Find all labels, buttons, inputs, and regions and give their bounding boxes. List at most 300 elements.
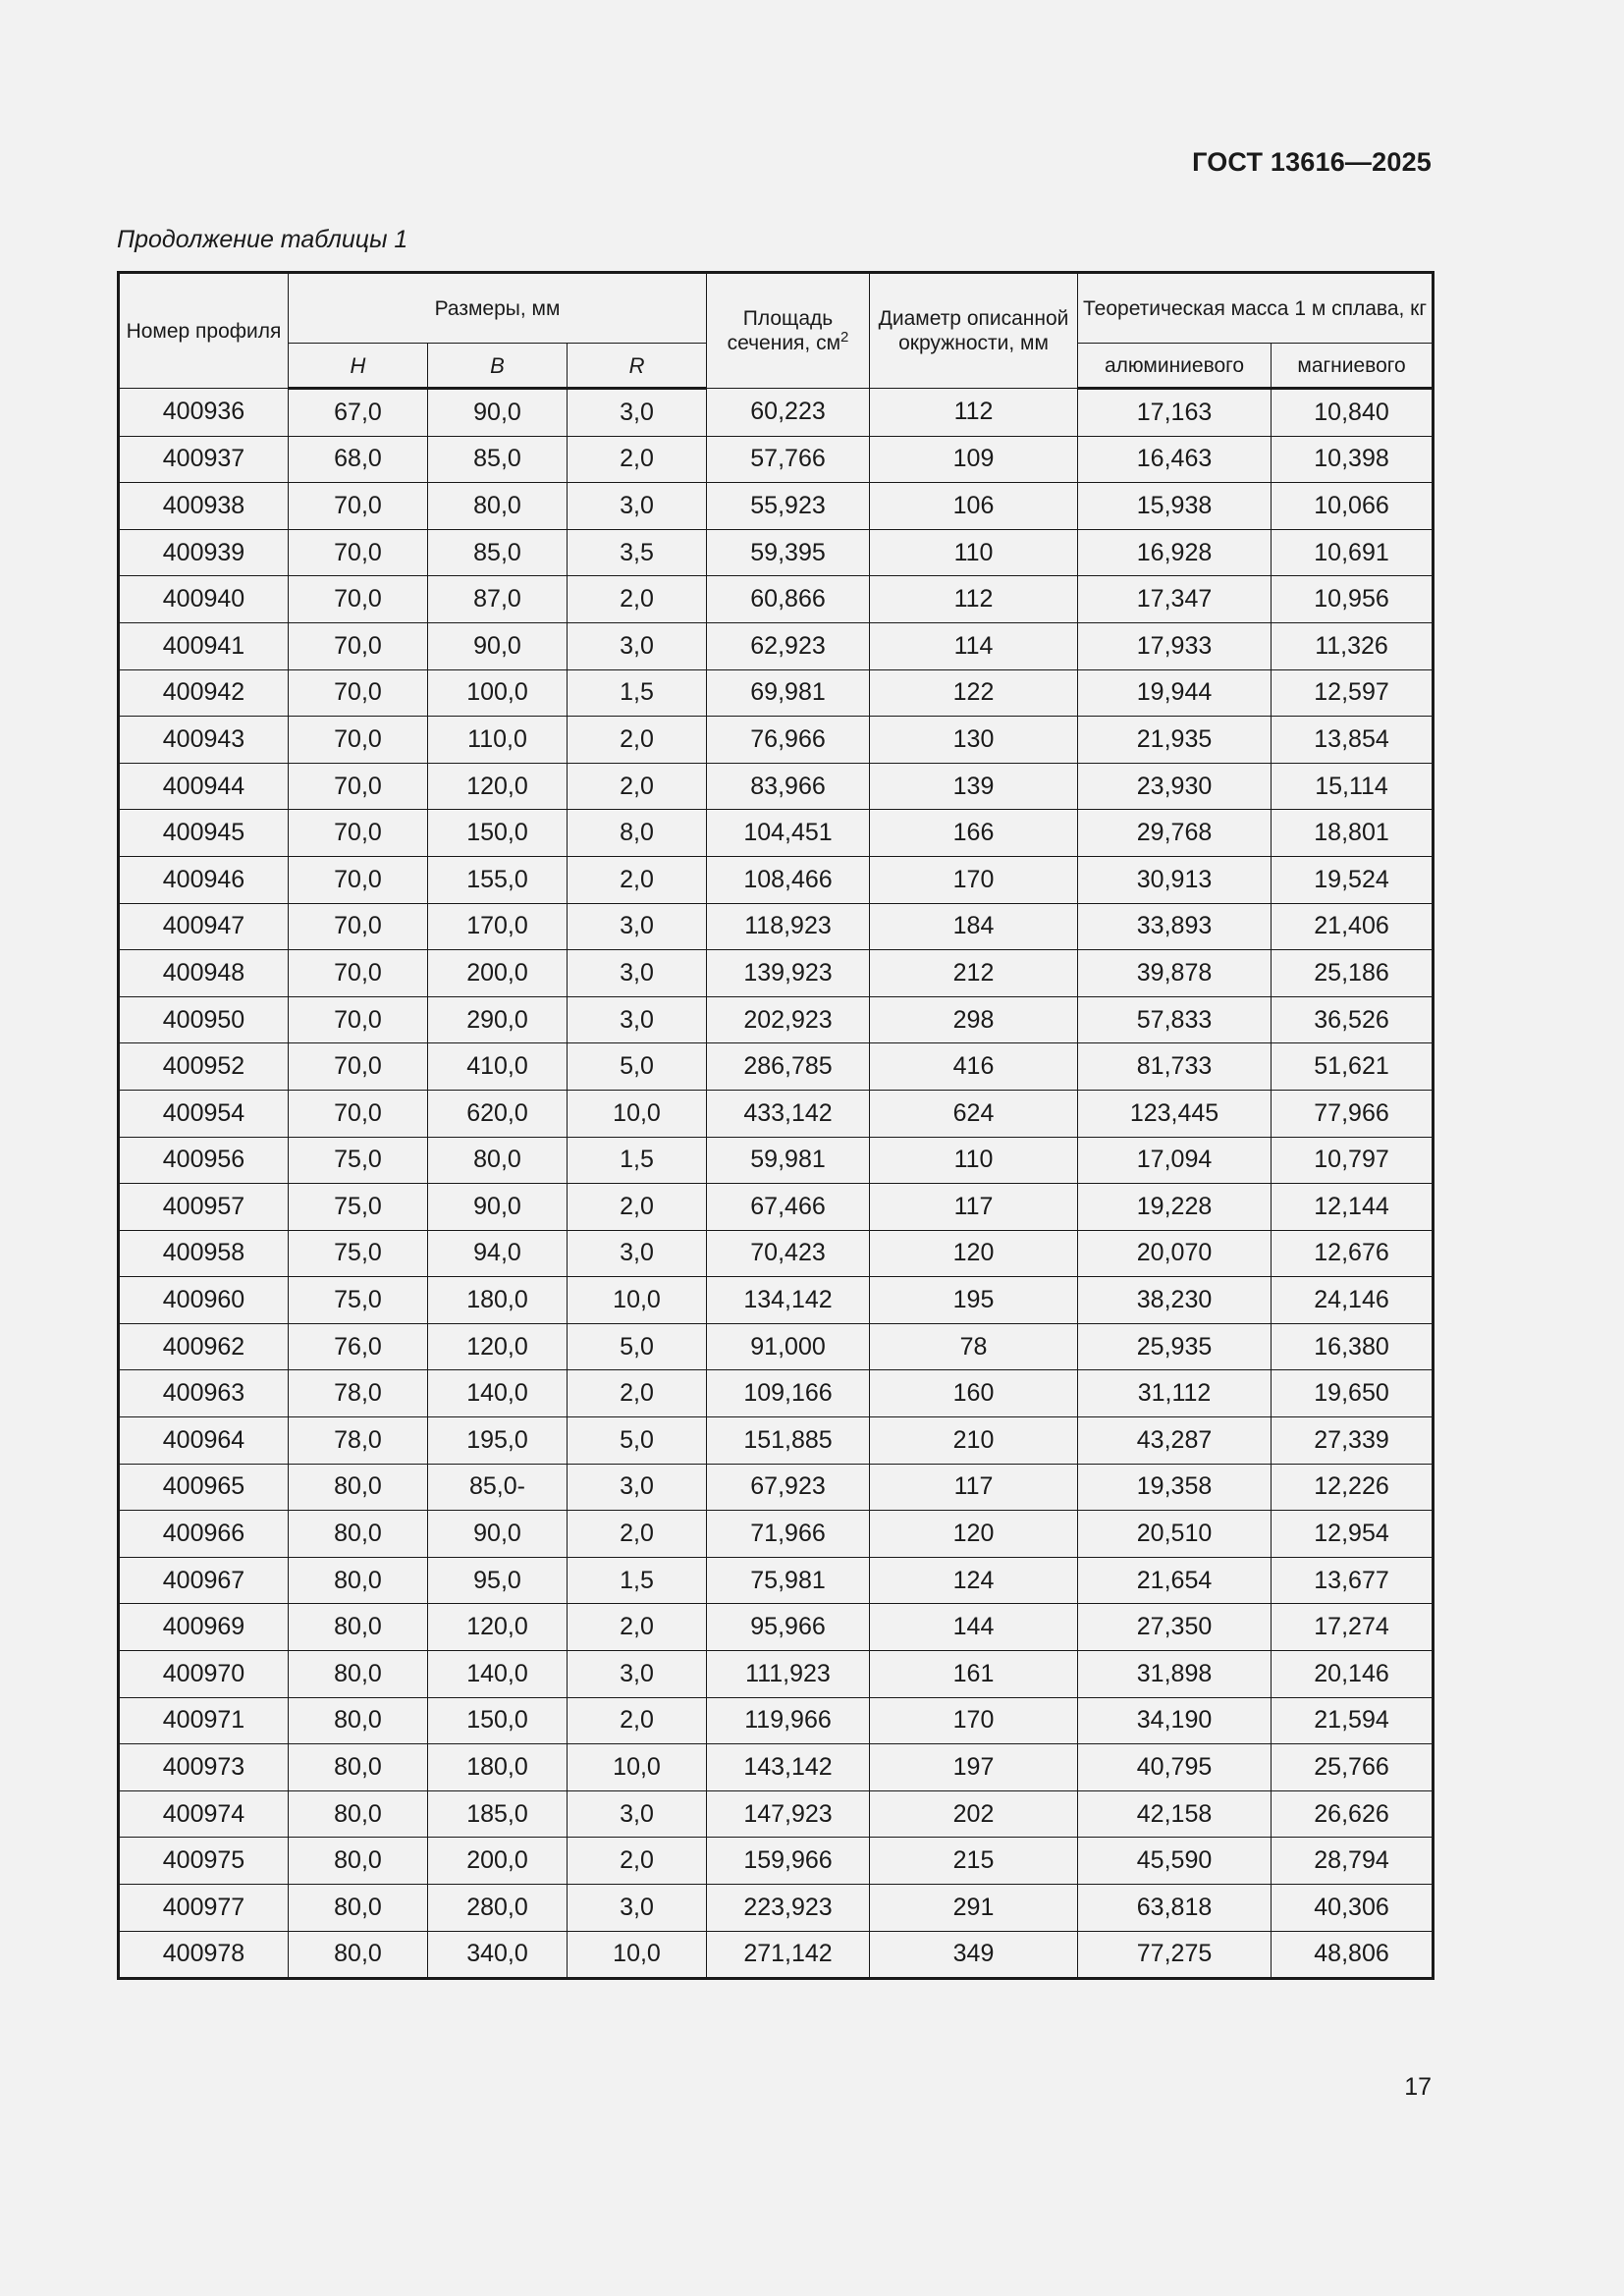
h-cell: 80,0 (289, 1790, 428, 1838)
diameter-cell: 215 (870, 1838, 1078, 1885)
aluminum-mass-cell: 27,350 (1078, 1604, 1272, 1651)
profile-number-cell: 400962 (119, 1323, 289, 1370)
r-cell: 2,0 (568, 717, 707, 764)
b-cell: 185,0 (428, 1790, 568, 1838)
area-cell: 67,466 (707, 1184, 870, 1231)
area-cell: 119,966 (707, 1697, 870, 1744)
r-cell: 2,0 (568, 1511, 707, 1558)
table-row (119, 1838, 1434, 1885)
b-cell: 80,0 (428, 483, 568, 530)
profile-number-cell: 400971 (119, 1697, 289, 1744)
magnesium-mass-cell: 10,066 (1272, 483, 1434, 530)
aluminum-mass-cell: 39,878 (1078, 950, 1272, 997)
magnesium-mass-cell: 25,766 (1272, 1744, 1434, 1791)
diameter-cell: 114 (870, 622, 1078, 669)
magnesium-mass-cell: 13,677 (1272, 1557, 1434, 1604)
b-cell: 155,0 (428, 856, 568, 903)
aluminum-mass-cell: 25,935 (1078, 1323, 1272, 1370)
b-cell: 90,0 (428, 1184, 568, 1231)
area-cell: 76,966 (707, 717, 870, 764)
r-cell: 8,0 (568, 810, 707, 857)
area-cell: 134,142 (707, 1277, 870, 1324)
area-cell: 109,166 (707, 1370, 870, 1417)
diameter-cell: 106 (870, 483, 1078, 530)
area-cell: 111,923 (707, 1651, 870, 1698)
h-cell: 80,0 (289, 1511, 428, 1558)
profile-number-cell: 400966 (119, 1511, 289, 1558)
aluminum-mass-cell: 42,158 (1078, 1790, 1272, 1838)
area-cell: 75,981 (707, 1557, 870, 1604)
aluminum-mass-cell: 33,893 (1078, 903, 1272, 950)
profile-number-cell: 400954 (119, 1090, 289, 1137)
r-cell: 5,0 (568, 1043, 707, 1091)
magnesium-mass-cell: 15,114 (1272, 763, 1434, 810)
b-cell: 140,0 (428, 1651, 568, 1698)
table-row (119, 950, 1434, 997)
header-area-superscript: 2 (840, 329, 849, 346)
area-cell: 139,923 (707, 950, 870, 997)
r-cell: 2,0 (568, 856, 707, 903)
magnesium-mass-cell: 25,186 (1272, 950, 1434, 997)
diameter-cell: 197 (870, 1744, 1078, 1791)
table-row (119, 1184, 1434, 1231)
diameter-cell: 120 (870, 1511, 1078, 1558)
area-cell: 223,923 (707, 1885, 870, 1932)
r-cell: 3,0 (568, 1651, 707, 1698)
area-cell: 60,223 (707, 389, 870, 437)
aluminum-mass-cell: 17,094 (1078, 1137, 1272, 1184)
b-cell: 85,0 (428, 529, 568, 576)
diameter-cell: 117 (870, 1184, 1078, 1231)
b-cell: 100,0 (428, 669, 568, 717)
table-header (119, 273, 1434, 389)
diameter-cell: 112 (870, 389, 1078, 437)
profile-number-cell: 400963 (119, 1370, 289, 1417)
profile-number-cell: 400936 (119, 389, 289, 437)
aluminum-mass-cell: 19,358 (1078, 1464, 1272, 1511)
r-cell: 3,0 (568, 1230, 707, 1277)
diameter-cell: 195 (870, 1277, 1078, 1324)
table-row (119, 1370, 1434, 1417)
profile-number-cell: 400973 (119, 1744, 289, 1791)
area-cell: 71,966 (707, 1511, 870, 1558)
h-cell: 70,0 (289, 1043, 428, 1091)
magnesium-mass-cell: 13,854 (1272, 717, 1434, 764)
aluminum-mass-cell: 20,510 (1078, 1511, 1272, 1558)
h-cell: 75,0 (289, 1277, 428, 1324)
b-cell: 85,0- (428, 1464, 568, 1511)
area-cell: 62,923 (707, 622, 870, 669)
diameter-cell: 78 (870, 1323, 1078, 1370)
h-cell: 80,0 (289, 1464, 428, 1511)
area-cell: 286,785 (707, 1043, 870, 1091)
profile-number-cell: 400952 (119, 1043, 289, 1091)
r-cell: 2,0 (568, 1838, 707, 1885)
aluminum-mass-cell: 77,275 (1078, 1931, 1272, 1979)
b-cell: 120,0 (428, 1604, 568, 1651)
diameter-cell: 212 (870, 950, 1078, 997)
h-cell: 80,0 (289, 1838, 428, 1885)
table-row (119, 576, 1434, 623)
b-cell: 90,0 (428, 1511, 568, 1558)
diameter-cell: 202 (870, 1790, 1078, 1838)
h-cell: 76,0 (289, 1323, 428, 1370)
r-cell: 2,0 (568, 436, 707, 483)
r-cell: 3,0 (568, 389, 707, 437)
table-row (119, 1043, 1434, 1091)
table-row (119, 1790, 1434, 1838)
magnesium-mass-cell: 28,794 (1272, 1838, 1434, 1885)
profile-number-cell: 400942 (119, 669, 289, 717)
magnesium-mass-cell: 10,797 (1272, 1137, 1434, 1184)
aluminum-mass-cell: 30,913 (1078, 856, 1272, 903)
b-cell: 200,0 (428, 1838, 568, 1885)
h-cell: 68,0 (289, 436, 428, 483)
header-area (707, 273, 870, 389)
magnesium-mass-cell: 18,801 (1272, 810, 1434, 857)
aluminum-mass-cell: 81,733 (1078, 1043, 1272, 1091)
b-cell: 95,0 (428, 1557, 568, 1604)
aluminum-mass-cell: 16,928 (1078, 529, 1272, 576)
h-cell: 80,0 (289, 1557, 428, 1604)
magnesium-mass-cell: 12,144 (1272, 1184, 1434, 1231)
area-cell: 143,142 (707, 1744, 870, 1791)
table-row (119, 1557, 1434, 1604)
table-row (119, 1744, 1434, 1791)
table-row (119, 856, 1434, 903)
diameter-cell: 160 (870, 1370, 1078, 1417)
r-cell: 10,0 (568, 1744, 707, 1791)
header-r: R (568, 344, 707, 389)
profile-number-cell: 400965 (119, 1464, 289, 1511)
h-cell: 70,0 (289, 903, 428, 950)
profile-number-cell: 400967 (119, 1557, 289, 1604)
diameter-cell: 117 (870, 1464, 1078, 1511)
profile-number-cell: 400945 (119, 810, 289, 857)
magnesium-mass-cell: 12,954 (1272, 1511, 1434, 1558)
r-cell: 2,0 (568, 1184, 707, 1231)
area-cell: 95,966 (707, 1604, 870, 1651)
diameter-cell: 144 (870, 1604, 1078, 1651)
diameter-cell: 110 (870, 1137, 1078, 1184)
header-magnesium: магниевого (1272, 344, 1434, 389)
profile-number-cell: 400947 (119, 903, 289, 950)
header-h: H (289, 344, 428, 389)
area-cell: 159,966 (707, 1838, 870, 1885)
area-cell: 59,981 (707, 1137, 870, 1184)
magnesium-mass-cell: 17,274 (1272, 1604, 1434, 1651)
page-number: 17 (1404, 2073, 1432, 2101)
profile-number-cell: 400970 (119, 1651, 289, 1698)
h-cell: 78,0 (289, 1370, 428, 1417)
r-cell: 3,5 (568, 529, 707, 576)
r-cell: 3,0 (568, 996, 707, 1043)
magnesium-mass-cell: 10,691 (1272, 529, 1434, 576)
r-cell: 5,0 (568, 1417, 707, 1465)
diameter-cell: 298 (870, 996, 1078, 1043)
r-cell: 10,0 (568, 1277, 707, 1324)
magnesium-mass-cell: 12,676 (1272, 1230, 1434, 1277)
profile-table (117, 271, 1435, 1980)
aluminum-mass-cell: 17,933 (1078, 622, 1272, 669)
magnesium-mass-cell: 40,306 (1272, 1885, 1434, 1932)
aluminum-mass-cell: 43,287 (1078, 1417, 1272, 1465)
aluminum-mass-cell: 20,070 (1078, 1230, 1272, 1277)
area-cell: 57,766 (707, 436, 870, 483)
b-cell: 150,0 (428, 810, 568, 857)
r-cell: 3,0 (568, 1790, 707, 1838)
r-cell: 3,0 (568, 950, 707, 997)
magnesium-mass-cell: 12,597 (1272, 669, 1434, 717)
magnesium-mass-cell: 48,806 (1272, 1931, 1434, 1979)
magnesium-mass-cell: 20,146 (1272, 1651, 1434, 1698)
b-cell: 120,0 (428, 1323, 568, 1370)
r-cell: 2,0 (568, 1370, 707, 1417)
magnesium-mass-cell: 12,226 (1272, 1464, 1434, 1511)
h-cell: 70,0 (289, 856, 428, 903)
table-row (119, 903, 1434, 950)
h-cell: 78,0 (289, 1417, 428, 1465)
area-cell: 271,142 (707, 1931, 870, 1979)
header-aluminum: алюминиевого (1078, 344, 1272, 389)
diameter-cell: 161 (870, 1651, 1078, 1698)
diameter-cell: 291 (870, 1885, 1078, 1932)
diameter-cell: 170 (870, 1697, 1078, 1744)
area-cell: 433,142 (707, 1090, 870, 1137)
profile-number-cell: 400974 (119, 1790, 289, 1838)
b-cell: 280,0 (428, 1885, 568, 1932)
r-cell: 3,0 (568, 903, 707, 950)
aluminum-mass-cell: 45,590 (1078, 1838, 1272, 1885)
header-diameter: Диаметр описанной окружности, мм (870, 273, 1078, 389)
b-cell: 140,0 (428, 1370, 568, 1417)
table-row (119, 1417, 1434, 1465)
magnesium-mass-cell: 11,326 (1272, 622, 1434, 669)
h-cell: 80,0 (289, 1651, 428, 1698)
r-cell: 10,0 (568, 1090, 707, 1137)
r-cell: 10,0 (568, 1931, 707, 1979)
table-body (119, 389, 1434, 1979)
h-cell: 67,0 (289, 389, 428, 437)
diameter-cell: 110 (870, 529, 1078, 576)
diameter-cell: 170 (870, 856, 1078, 903)
r-cell: 3,0 (568, 483, 707, 530)
r-cell: 3,0 (568, 622, 707, 669)
diameter-cell: 624 (870, 1090, 1078, 1137)
h-cell: 70,0 (289, 1090, 428, 1137)
r-cell: 2,0 (568, 763, 707, 810)
aluminum-mass-cell: 40,795 (1078, 1744, 1272, 1791)
b-cell: 80,0 (428, 1137, 568, 1184)
b-cell: 620,0 (428, 1090, 568, 1137)
profile-number-cell: 400948 (119, 950, 289, 997)
document-code: ГОСТ 13616—2025 (1192, 147, 1432, 177)
magnesium-mass-cell: 26,626 (1272, 1790, 1434, 1838)
header-area-text: Площадь сечения, см (727, 307, 841, 354)
magnesium-mass-cell: 16,380 (1272, 1323, 1434, 1370)
aluminum-mass-cell: 21,935 (1078, 717, 1272, 764)
header-theoretical-mass: Теоретическая масса 1 м сплава, кг (1078, 273, 1434, 344)
h-cell: 70,0 (289, 996, 428, 1043)
profile-number-cell: 400964 (119, 1417, 289, 1465)
h-cell: 75,0 (289, 1137, 428, 1184)
area-cell: 70,423 (707, 1230, 870, 1277)
header-dimensions: Размеры, мм (289, 273, 707, 344)
profile-number-cell: 400977 (119, 1885, 289, 1932)
area-cell: 91,000 (707, 1323, 870, 1370)
aluminum-mass-cell: 15,938 (1078, 483, 1272, 530)
magnesium-mass-cell: 19,650 (1272, 1370, 1434, 1417)
aluminum-mass-cell: 63,818 (1078, 1885, 1272, 1932)
table-row (119, 529, 1434, 576)
diameter-cell: 120 (870, 1230, 1078, 1277)
aluminum-mass-cell: 29,768 (1078, 810, 1272, 857)
table-row (119, 1511, 1434, 1558)
profile-number-cell: 400950 (119, 996, 289, 1043)
h-cell: 75,0 (289, 1230, 428, 1277)
diameter-cell: 210 (870, 1417, 1078, 1465)
h-cell: 80,0 (289, 1604, 428, 1651)
r-cell: 1,5 (568, 669, 707, 717)
profile-number-cell: 400956 (119, 1137, 289, 1184)
h-cell: 80,0 (289, 1885, 428, 1932)
aluminum-mass-cell: 17,347 (1078, 576, 1272, 623)
profile-number-cell: 400975 (119, 1838, 289, 1885)
area-cell: 108,466 (707, 856, 870, 903)
magnesium-mass-cell: 10,398 (1272, 436, 1434, 483)
magnesium-mass-cell: 27,339 (1272, 1417, 1434, 1465)
h-cell: 70,0 (289, 950, 428, 997)
b-cell: 85,0 (428, 436, 568, 483)
b-cell: 150,0 (428, 1697, 568, 1744)
magnesium-mass-cell: 10,956 (1272, 576, 1434, 623)
table-row (119, 1697, 1434, 1744)
area-cell: 151,885 (707, 1417, 870, 1465)
b-cell: 120,0 (428, 763, 568, 810)
h-cell: 75,0 (289, 1184, 428, 1231)
table-row (119, 717, 1434, 764)
table-row (119, 1323, 1434, 1370)
aluminum-mass-cell: 17,163 (1078, 389, 1272, 437)
h-cell: 70,0 (289, 483, 428, 530)
diameter-cell: 349 (870, 1931, 1078, 1979)
h-cell: 70,0 (289, 669, 428, 717)
profile-number-cell: 400943 (119, 717, 289, 764)
r-cell: 3,0 (568, 1885, 707, 1932)
profile-number-cell: 400958 (119, 1230, 289, 1277)
table-row (119, 1604, 1434, 1651)
b-cell: 87,0 (428, 576, 568, 623)
table-row (119, 1651, 1434, 1698)
magnesium-mass-cell: 21,594 (1272, 1697, 1434, 1744)
area-cell: 202,923 (707, 996, 870, 1043)
table-row (119, 1885, 1434, 1932)
profile-number-cell: 400937 (119, 436, 289, 483)
diameter-cell: 139 (870, 763, 1078, 810)
table-row (119, 996, 1434, 1043)
magnesium-mass-cell: 77,966 (1272, 1090, 1434, 1137)
magnesium-mass-cell: 51,621 (1272, 1043, 1434, 1091)
profile-number-cell: 400941 (119, 622, 289, 669)
b-cell: 90,0 (428, 389, 568, 437)
diameter-cell: 416 (870, 1043, 1078, 1091)
r-cell: 2,0 (568, 1697, 707, 1744)
area-cell: 55,923 (707, 483, 870, 530)
h-cell: 70,0 (289, 529, 428, 576)
h-cell: 70,0 (289, 810, 428, 857)
area-cell: 60,866 (707, 576, 870, 623)
aluminum-mass-cell: 31,898 (1078, 1651, 1272, 1698)
h-cell: 70,0 (289, 717, 428, 764)
h-cell: 70,0 (289, 576, 428, 623)
h-cell: 80,0 (289, 1697, 428, 1744)
magnesium-mass-cell: 24,146 (1272, 1277, 1434, 1324)
profile-number-cell: 400957 (119, 1184, 289, 1231)
r-cell: 1,5 (568, 1137, 707, 1184)
aluminum-mass-cell: 19,228 (1078, 1184, 1272, 1231)
table-row (119, 1931, 1434, 1979)
aluminum-mass-cell: 21,654 (1078, 1557, 1272, 1604)
r-cell: 5,0 (568, 1323, 707, 1370)
h-cell: 70,0 (289, 763, 428, 810)
diameter-cell: 124 (870, 1557, 1078, 1604)
table-row (119, 1230, 1434, 1277)
h-cell: 80,0 (289, 1931, 428, 1979)
profile-number-cell: 400938 (119, 483, 289, 530)
aluminum-mass-cell: 31,112 (1078, 1370, 1272, 1417)
table-row (119, 763, 1434, 810)
diameter-cell: 166 (870, 810, 1078, 857)
b-cell: 410,0 (428, 1043, 568, 1091)
b-cell: 180,0 (428, 1744, 568, 1791)
profile-number-cell: 400969 (119, 1604, 289, 1651)
table-row (119, 810, 1434, 857)
area-cell: 83,966 (707, 763, 870, 810)
aluminum-mass-cell: 16,463 (1078, 436, 1272, 483)
b-cell: 290,0 (428, 996, 568, 1043)
r-cell: 2,0 (568, 1604, 707, 1651)
b-cell: 195,0 (428, 1417, 568, 1465)
profile-number-cell: 400940 (119, 576, 289, 623)
table-row (119, 1137, 1434, 1184)
h-cell: 80,0 (289, 1744, 428, 1791)
profile-number-cell: 400944 (119, 763, 289, 810)
b-cell: 340,0 (428, 1931, 568, 1979)
header-profile-number: Номер профиля (119, 273, 289, 389)
aluminum-mass-cell: 19,944 (1078, 669, 1272, 717)
profile-number-cell: 400978 (119, 1931, 289, 1979)
table-row (119, 1277, 1434, 1324)
area-cell: 104,451 (707, 810, 870, 857)
magnesium-mass-cell: 10,840 (1272, 389, 1434, 437)
r-cell: 2,0 (568, 576, 707, 623)
table-row (119, 436, 1434, 483)
r-cell: 1,5 (568, 1557, 707, 1604)
area-cell: 118,923 (707, 903, 870, 950)
area-cell: 67,923 (707, 1464, 870, 1511)
magnesium-mass-cell: 19,524 (1272, 856, 1434, 903)
profile-number-cell: 400939 (119, 529, 289, 576)
b-cell: 170,0 (428, 903, 568, 950)
aluminum-mass-cell: 38,230 (1078, 1277, 1272, 1324)
header-b: B (428, 344, 568, 389)
profile-number-cell: 400960 (119, 1277, 289, 1324)
table-row (119, 1090, 1434, 1137)
b-cell: 180,0 (428, 1277, 568, 1324)
profile-number-cell: 400946 (119, 856, 289, 903)
aluminum-mass-cell: 57,833 (1078, 996, 1272, 1043)
area-cell: 147,923 (707, 1790, 870, 1838)
